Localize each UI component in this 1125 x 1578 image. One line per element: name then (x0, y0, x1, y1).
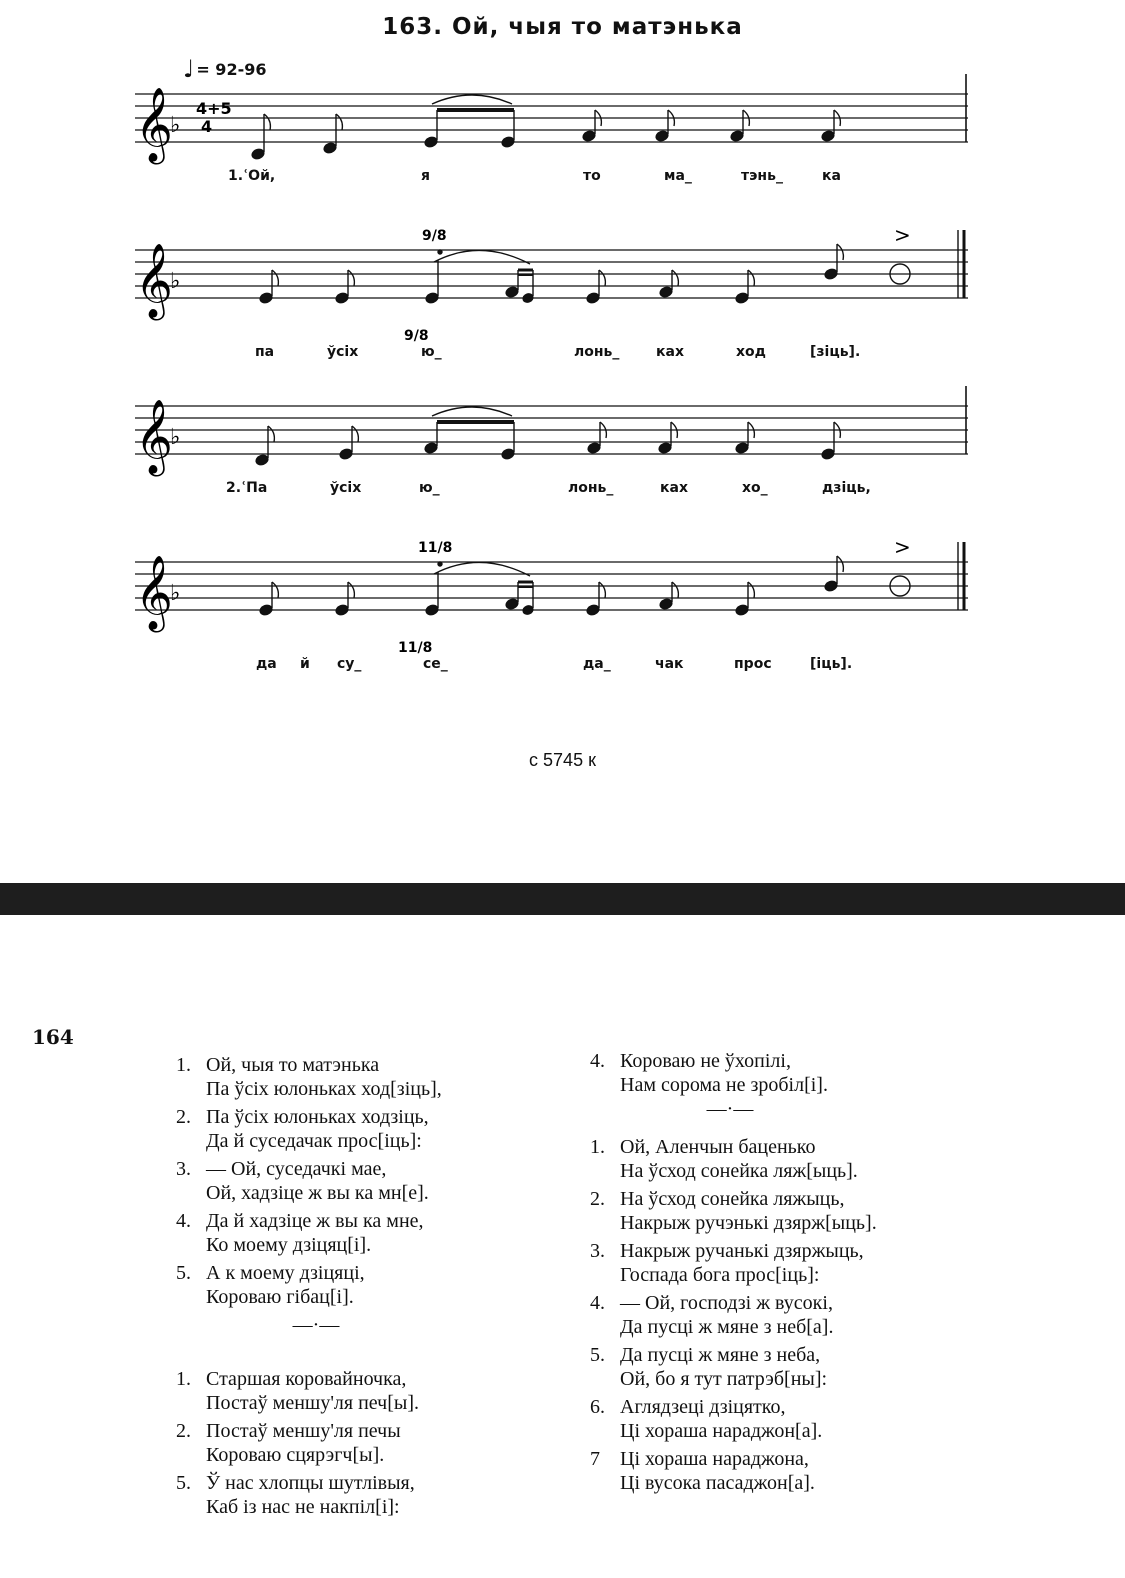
syllable: ўсіх (330, 480, 362, 496)
verse-number: 7 (590, 1448, 600, 1470)
verse (590, 1447, 990, 1495)
lyrics-line-3 (0, 480, 1125, 500)
verse-line: Госпада бога прос[іць]: (620, 1264, 820, 1286)
syllable: па (255, 344, 275, 360)
syllable: тэнь_ (741, 168, 783, 184)
time-signature-top: 4+5 (196, 99, 232, 118)
verse-number: 1. (590, 1136, 605, 1158)
verse (176, 1053, 556, 1101)
meter-marking: 11/8 (418, 540, 453, 556)
verse-number: 3. (176, 1158, 191, 1180)
accent-mark: > (894, 535, 911, 559)
verse (590, 1291, 990, 1339)
verse-line: На ўсход сонейка ляж[ыць]. (620, 1160, 858, 1182)
verse-line: Ко моему дзіцяц[і]. (206, 1234, 372, 1256)
verse (176, 1157, 556, 1205)
verse-line: Ці хораша нараджона, (620, 1448, 809, 1470)
verse-number: 5. (590, 1344, 605, 1366)
verse (176, 1367, 556, 1415)
lyrics-line-2 (0, 344, 1125, 364)
verse-line: Короваю сцярэгч[ы]. (206, 1444, 385, 1466)
flat-icon: ♭ (170, 425, 181, 450)
treble-clef-icon: 𝄞 (135, 556, 173, 630)
accent-mark: > (894, 223, 911, 247)
verse-line: Короваю гібац[і]. (206, 1286, 354, 1308)
verse-line: Па ўсіх юлоньках ходзіць, (206, 1106, 429, 1128)
verses-right-column (590, 1049, 990, 1499)
syllable: чак (655, 656, 684, 672)
song-title: 163. Ой, чыя то матэнька (382, 14, 743, 40)
verse-number: 1. (176, 1368, 191, 1390)
syllable: то (583, 168, 601, 184)
syllable: [зіць]. (810, 344, 861, 360)
verse-number: 4. (590, 1050, 605, 1072)
verse (176, 1419, 556, 1467)
meter-marking: 11/8 (398, 640, 433, 656)
verse-line: Накрыж ручэнькі дзярж[ыць]. (620, 1212, 877, 1234)
flat-icon: ♭ (170, 269, 181, 294)
verse (590, 1135, 990, 1183)
verse-number: 2. (176, 1106, 191, 1128)
syllable: прос (734, 656, 772, 672)
verse-number: 5. (176, 1262, 191, 1284)
verse-number: 1. (176, 1054, 191, 1076)
verse-line: Каб із нас не накпіл[і]: (206, 1496, 400, 1518)
staff-2 (0, 223, 1125, 346)
verse-divider: —·— (706, 1098, 754, 1120)
verse-divider: —·— (292, 1314, 340, 1336)
syllable: хо_ (742, 480, 768, 496)
verse-line: Старшая коровайночка, (206, 1368, 407, 1390)
verse-line: Ой, хадзіце ж вы ка мн[е]. (206, 1182, 429, 1204)
syllable: ках (660, 480, 688, 496)
verse-line: Па ўсіх юлоньках ход[зіць], (206, 1078, 442, 1100)
syllable: ка (822, 168, 841, 184)
flat-icon: ♭ (170, 581, 181, 606)
verse-line: Ці хораша нараджон[а]. (620, 1420, 823, 1442)
syllable: 1.ʿОй, (228, 168, 276, 184)
quarter-note-icon: ♩ (183, 55, 195, 83)
syllable: я (421, 168, 430, 184)
verse-line: Да й суседачак прос[іць]: (206, 1130, 422, 1152)
verse-line: Ой, Аленчын баценько (620, 1136, 816, 1158)
staff-3 (0, 382, 1125, 492)
syllable: да_ (583, 656, 611, 672)
verse-number: 2. (176, 1420, 191, 1442)
syllable: лонь_ (574, 344, 620, 360)
verse (590, 1239, 990, 1287)
verse-number: 4. (176, 1210, 191, 1232)
page-separator (0, 883, 1125, 915)
verse-number: 4. (590, 1292, 605, 1314)
syllable: ках (656, 344, 684, 360)
syllable: дзіць, (822, 480, 871, 496)
verse (590, 1343, 990, 1391)
staff-1 (0, 70, 1125, 180)
verse (176, 1471, 556, 1519)
syllable: ю_ (419, 480, 440, 496)
staff-4 (0, 535, 1125, 658)
verse-line: Ці вусока пасаджон[а]. (620, 1472, 815, 1494)
treble-clef-icon: 𝄞 (135, 88, 173, 162)
song-number: 164 (32, 1025, 74, 1049)
syllable: й (300, 656, 310, 672)
notes-staff-1 (251, 95, 841, 160)
syllable: [іць]. (810, 656, 853, 672)
syllable: да (256, 656, 277, 672)
treble-clef-icon: 𝄞 (135, 400, 173, 474)
verse-line: Постаў меншу'ля печ[ы]. (206, 1392, 419, 1414)
verse (590, 1187, 990, 1235)
verse-line: А к моему дзіцяці, (206, 1262, 365, 1284)
notes-staff-3 (255, 407, 841, 466)
verse-line: — Ой, суседачкі мае, (206, 1158, 387, 1180)
syllable: се_ (423, 656, 448, 672)
meter-marking: 9/8 (404, 328, 429, 344)
catalog-number: с 5745 к (529, 750, 596, 770)
lyrics-line-1 (0, 168, 1125, 188)
verse (176, 1209, 556, 1257)
syllable: 2.ʿПа (226, 480, 268, 496)
verse (590, 1395, 990, 1443)
verses-left-column (176, 1053, 556, 1523)
verse-line: — Ой, господзі ж вусокі, (620, 1292, 833, 1314)
verse-line: Ой, чыя то матэнька (206, 1054, 380, 1076)
verse (590, 1049, 990, 1097)
verse-line: Короваю не ўхопілі, (620, 1050, 791, 1072)
flat-icon: ♭ (170, 113, 181, 138)
syllable: ю_ (421, 344, 442, 360)
verse-number: 5. (176, 1472, 191, 1494)
verse-line: Накрыж ручанькі дзяржыць, (620, 1240, 864, 1262)
verse-number: 2. (590, 1188, 605, 1210)
verse-line: Ой, бо я тут патрэб[ны]: (620, 1368, 828, 1390)
syllable: ўсіх (327, 344, 359, 360)
meter-marking: 9/8 (422, 228, 447, 244)
verse-line: На ўсход сонейка ляжыць, (620, 1188, 845, 1210)
treble-clef-icon: 𝄞 (135, 244, 173, 318)
syllable: лонь_ (568, 480, 614, 496)
syllable: ма_ (664, 168, 692, 184)
verse-line: Да пусці ж мяне з неба, (620, 1344, 821, 1366)
verse-line: Постаў меншу'ля печы (206, 1420, 401, 1442)
verse-line: Да й хадзіце ж вы ка мне, (206, 1210, 424, 1232)
verse-line: Ў нас хлопцы шутлівыя, (206, 1472, 415, 1494)
verse (176, 1105, 556, 1153)
syllable: ход (736, 344, 766, 360)
syllable: су_ (337, 656, 362, 672)
verse-number: 6. (590, 1396, 605, 1418)
verse-line: Да пусці ж мяне з неб[а]. (620, 1316, 834, 1338)
verse-number: 3. (590, 1240, 605, 1262)
time-signature-bottom: 4 (201, 117, 213, 136)
verse-line: Нам сорома не зробіл[і]. (620, 1074, 828, 1096)
verse-line: Аглядзеці дзіцятко, (620, 1396, 786, 1418)
lyrics-line-4 (0, 656, 1125, 676)
tempo-value: = 92-96 (196, 60, 267, 79)
verse (176, 1261, 556, 1309)
